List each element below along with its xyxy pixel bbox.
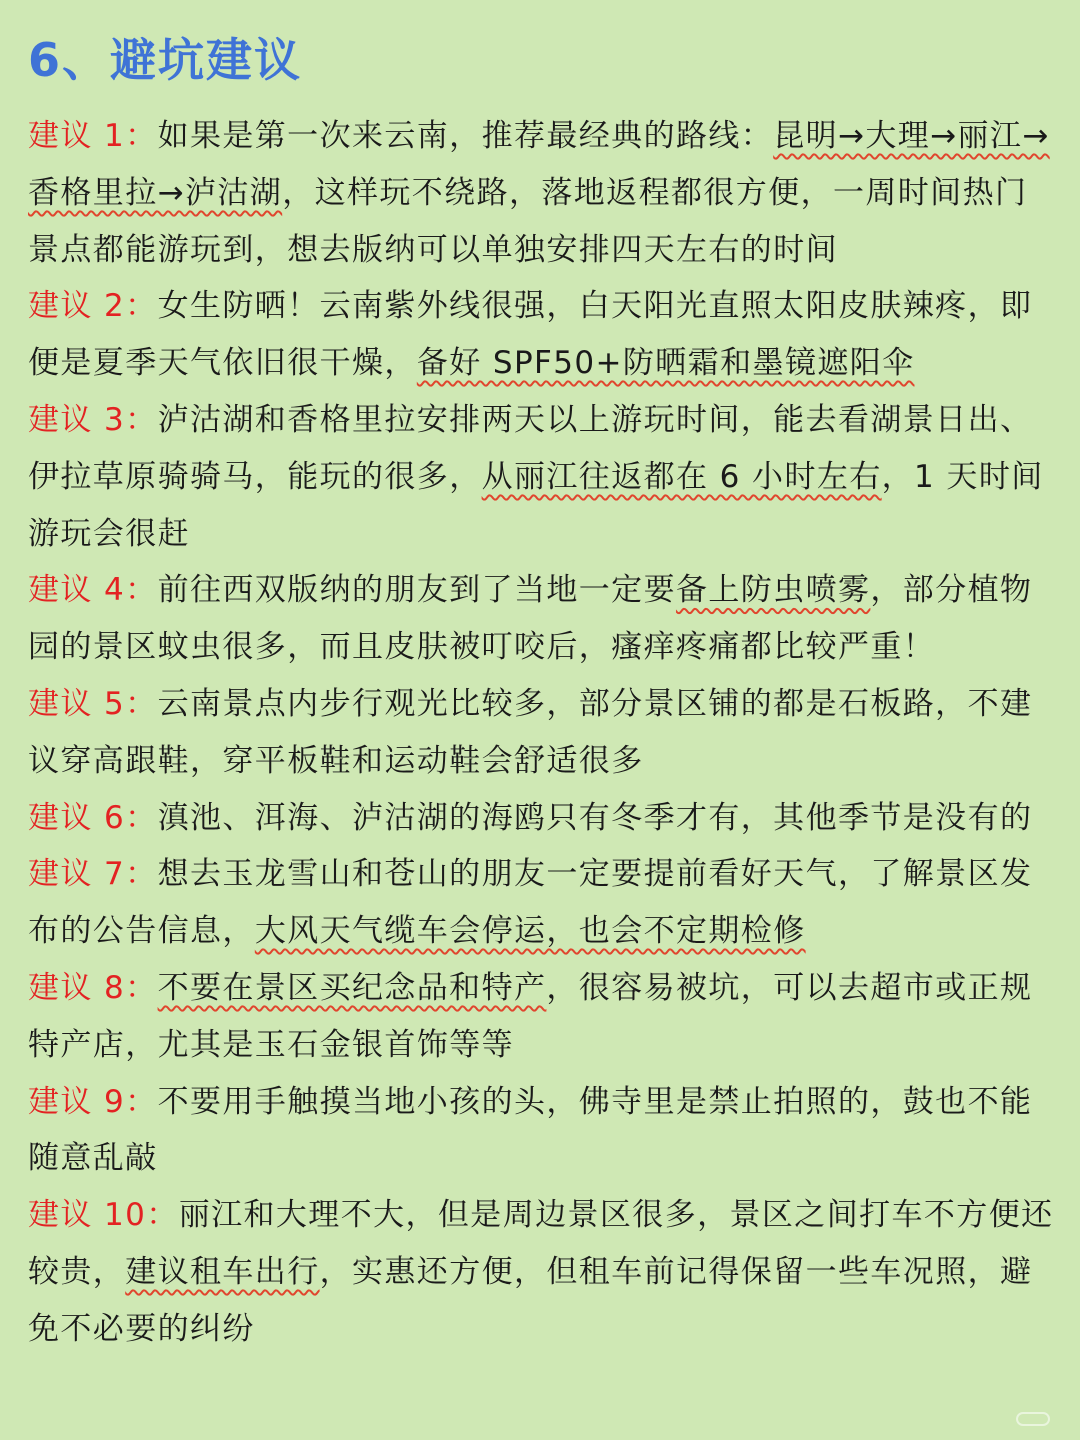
- tip-highlight: 建议租车出行: [125, 1253, 320, 1290]
- tip-item: [28, 790, 1054, 847]
- tip-text: 女生防晒！云南紫外线很强，白天阳光直照太阳皮肤辣疼，即便是夏季天气依旧很干燥，: [28, 288, 1033, 382]
- tip-label: 建议 1：: [28, 118, 158, 154]
- tip-text: ，部分植物园的景区蚊虫很多，而且皮肤被叮咬后，瘙痒疼痛都比较严重！: [28, 572, 1033, 666]
- tip-text: 不要用手触摸当地小孩的头，佛寺里是禁止拍照的，鼓也不能随意乱敲: [28, 1083, 1033, 1177]
- page-title: 6、避坑建议: [28, 33, 303, 87]
- tip-text: ，这样玩不绕路，落地返程都很方便，一周时间热门景点都能游玩到，想去版纳可以单独安排四天左右的时间: [28, 174, 1028, 268]
- tip-label: 建议 7：: [28, 856, 158, 893]
- tip-text: 云南景点内步行观光比较多，部分景区铺的都是石板路，不建议穿高跟鞋，穿平板鞋和运动鞋会舒适很多: [28, 685, 1033, 779]
- tip-label: 建议 5：: [28, 685, 158, 722]
- tip-highlight: 从丽江往返都在 6 小时左右: [481, 458, 882, 495]
- watermark-icon: [1016, 1412, 1050, 1426]
- tip-item: [28, 392, 1054, 562]
- tip-text: ，实惠还方便，但租车前记得保留一些车况照，避免不必要的纠纷: [28, 1253, 1033, 1347]
- tip-item: [28, 676, 1054, 790]
- tip-highlight: 备好 SPF50+防晒霜和墨镜遮阳伞: [416, 345, 915, 382]
- tip-highlight: 大风天气缆车会停运，也会不定期检修: [254, 913, 806, 950]
- tip-text: 想去玉龙雪山和苍山的朋友一定要提前看好天气，了解景区发布的公告信息，: [28, 856, 1033, 950]
- tips-list: [28, 108, 1054, 1358]
- tip-highlight: 昆明→大理→丽江→香格里拉→泸沽湖: [28, 118, 1050, 211]
- tip-highlight: 不要在景区买纪念品和特产: [157, 969, 547, 1006]
- tip-text: 如果是第一次来云南，推荐最经典的路线：: [157, 118, 774, 154]
- tip-item: [28, 562, 1054, 676]
- tip-highlight: 备上防虫喷雾: [675, 572, 871, 609]
- tip-text: ，很容易被坑，可以去超市或正规特产店，尤其是玉石金银首饰等等: [28, 969, 1033, 1063]
- tip-label: 建议 2：: [28, 288, 158, 325]
- tip-label: 建议 6：: [28, 799, 158, 836]
- tip-label: 建议 10：: [28, 1197, 179, 1234]
- tip-item: [28, 1187, 1054, 1357]
- tip-item: [28, 846, 1054, 960]
- tip-item: [28, 278, 1054, 392]
- tip-text: 丽江和大理不大，但是周边景区很多，景区之间打车不方便还较贵，: [28, 1197, 1054, 1290]
- tip-item: [28, 1074, 1054, 1188]
- tip-label: 建议 8：: [28, 969, 158, 1006]
- tip-label: 建议 4：: [28, 572, 158, 609]
- tip-text: 前往西双版纳的朋友到了当地一定要: [157, 572, 676, 609]
- tip-label: 建议 9：: [28, 1083, 158, 1120]
- tip-label: 建议 3：: [28, 401, 158, 438]
- tip-item: [28, 108, 1054, 278]
- tip-text: 滇池、洱海、泸沽湖的海鸥只有冬季才有，其他季节是没有的: [157, 799, 1033, 836]
- tip-text: 泸沽湖和香格里拉安排两天以上游玩时间，能去看湖景日出、伊拉草原骑骑马，能玩的很多，: [28, 401, 1033, 495]
- tip-item: [28, 960, 1054, 1074]
- tip-text: ，1 天时间游玩会很赶: [28, 458, 1044, 552]
